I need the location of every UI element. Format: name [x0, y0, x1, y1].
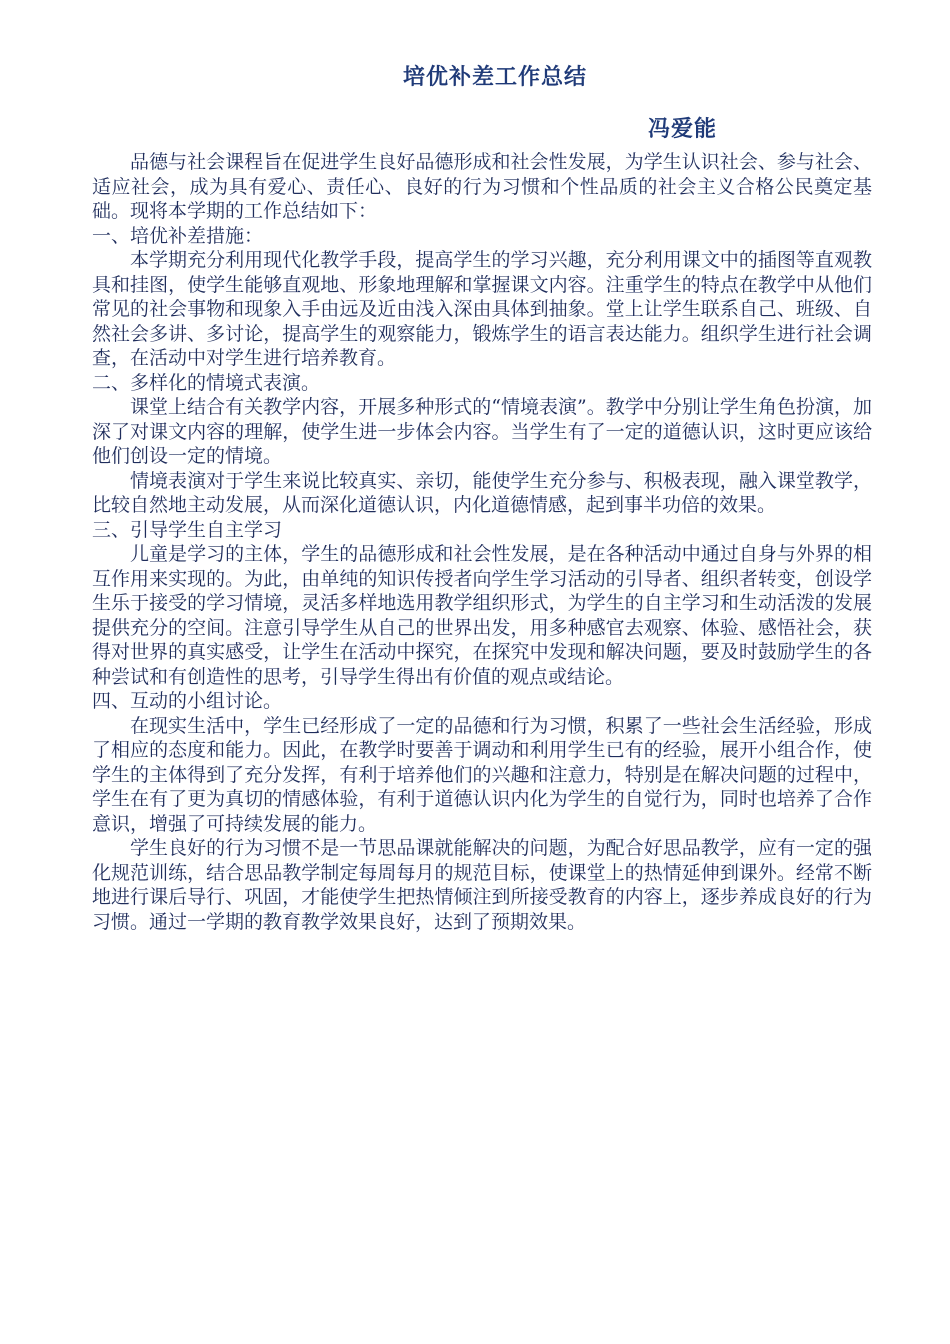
paragraph-section-2a: 课堂上结合有关教学内容，开展多种形式的“情境表演”。教学中分别让学生角色扮演，加深了对课文内容的理解，使学生进一步体会内容。当学生有了一定的道德认识，这时更应该给他们创设一定的情境。 [92, 396, 872, 467]
paragraph-conclusion: 学生良好的行为习惯不是一节思品课就能解决的问题，为配合好思品教学，应有一定的强化规范训练，结合思品教学制定每周每月的规范目标，使课堂上的热情延伸到课外。经常不断地进行课后导行、巩固，才能使学生把热情倾注到所接受教育的内容上，逐步养成良好的行为习惯。通过一学期的教育教学效果良好，达到了预期效果。 [92, 837, 872, 933]
section-heading-1: 一、培优补差措施： [92, 224, 264, 247]
paragraph-section-2b: 情境表演对于学生来说比较真实、亲切，能使学生充分参与、积极表现，融入课堂教学，比较自然地主动发展，从而深化道德认识，内化道德情感，起到事半功倍的效果。 [92, 469, 872, 516]
paragraph-section-1: 本学期充分利用现代化教学手段，提高学生的学习兴趣，充分利用课文中的插图等直观教具和挂图，使学生能够直观地、形象地理解和掌握课文内容。注重学生的特点在教学中从他们常见的社会事物和现象入手由远及近由浅入深由具体到抽象。堂上让学生联系自己、班级、自然社会多讲、多讨论，提高学生的观察能力，锻炼学生的语言表达能力。组织学生进行社会调查，在活动中对学生进行培养教育。 [92, 249, 872, 369]
paragraph-intro: 品德与社会课程旨在促进学生良好品德形成和社会性发展，为学生认识社会、参与社会、适应社会，成为具有爱心、责任心、良好的行为习惯和个性品质的社会主义合格公民奠定基础。现将本学期的工作总结如下： [92, 151, 872, 222]
section-heading-2: 二、多样化的情境式表演。 [92, 371, 321, 394]
document-body [92, 150, 872, 934]
section-heading-4: 四、互动的小组讨论。 [92, 690, 283, 712]
paragraph-section-4: 在现实生活中，学生已经形成了一定的品德和行为习惯，积累了一些社会生活经验，形成了相应的态度和能力。因此，在教学时要善于调动和利用学生已有的经验，展开小组合作，使学生的主体得到了充分发挥，有利于培养他们的兴趣和注意力，特别是在解决问题的过程中，学生在有了更为真切的情感体验，有利于道德认识内化为学生的自觉行为，同时也培养了合作意识，增强了可持续发展的能力。 [92, 714, 872, 835]
section-heading-3: 三、引导学生自主学习 [92, 518, 283, 541]
paragraph-section-3: 儿童是学习的主体，学生的品德形成和社会性发展，是在各种活动中通过自身与外界的相互作用来实现的。为此，由单纯的知识传授者向学生学习活动的引导者、组织者转变，创设学生乐于接受的学习情境，灵活多样地选用教学组织形式，为学生的自主学习和生动活泼的发展提供充分的空间。注意引导学生从自己的世界出发，用多种感官去观察、体验、感悟社会，获得对世界的真实感受，让学生在活动中探究，在探究中发现和解决问题，要及时鼓励学生的各种尝试和有创造性的思考，引导学生得出有价值的观点或结论。 [92, 543, 872, 688]
document-author: 冯爱能 [648, 117, 718, 142]
document-title: 培优补差工作总结 [402, 65, 587, 90]
